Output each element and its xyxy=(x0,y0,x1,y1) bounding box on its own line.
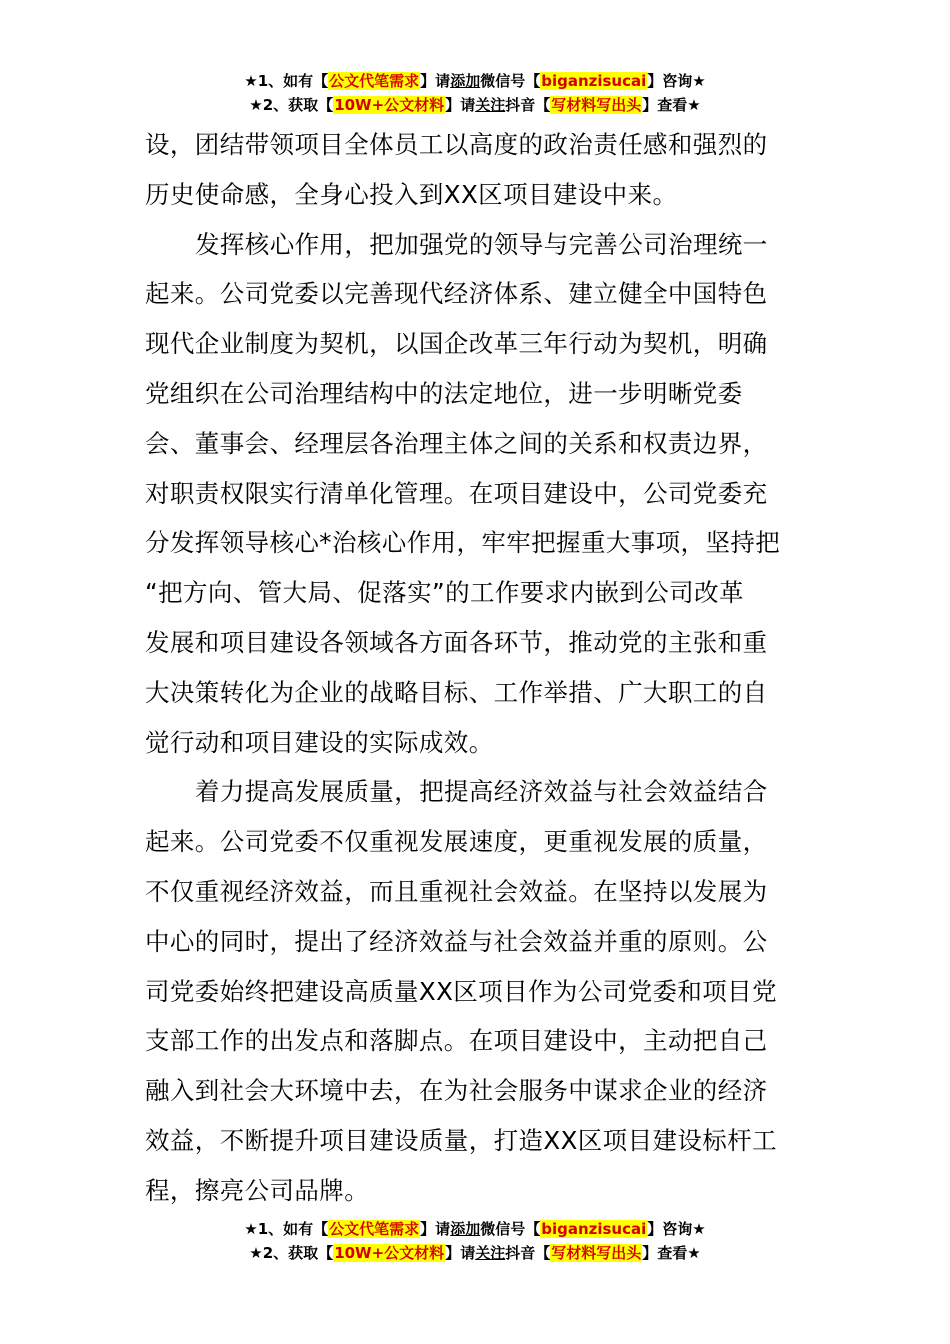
text-line: 分发挥领导核心*治核心作用，牢牢把握重大事项，坚持把 xyxy=(145,528,781,558)
banner-text: 】请 xyxy=(420,1220,451,1238)
banner-text: ★1、如有【 xyxy=(244,72,329,90)
banner-text: ★1、如有【 xyxy=(244,1220,329,1238)
text-line: 设，团结带领项目全体员工以高度的政治责任感和强烈的 xyxy=(145,130,768,159)
text-line: “把方向、管大局、促落实”的工作要求内嵌到公司改革 xyxy=(145,578,744,608)
header-banner-line-1 xyxy=(0,70,950,94)
emphasis-add: 添加 xyxy=(450,72,481,90)
paragraph xyxy=(145,767,807,1215)
text-line: 不仅重视经济效益，而且重视社会效益。在坚持以发展为 xyxy=(145,876,768,906)
banner-text: 微信号【 xyxy=(480,1220,541,1238)
highlight-douyin-account: 写材料写出头 xyxy=(551,96,642,114)
emphasis-follow: 关注 xyxy=(475,1244,506,1262)
text-line: 发展和项目建设各领域各方面各环节，推动党的主张和重 xyxy=(145,627,768,657)
header-banner xyxy=(0,70,950,118)
text-line: 着力提高发展质量，把提高经济效益与社会效益结合 xyxy=(195,777,768,807)
banner-text: 】咨询★ xyxy=(647,72,706,90)
highlight-wechat-id: biganzisucai xyxy=(541,72,647,90)
highlight-wechat-id: biganzisucai xyxy=(541,1220,647,1238)
text-line: 对职责权限实行清单化管理。在项目建设中，公司党委充 xyxy=(145,478,768,508)
highlight-ghostwriting: 公文代笔需求 xyxy=(329,1220,420,1238)
highlight-materials: 10W+公文材料 xyxy=(334,96,445,114)
highlight-materials: 10W+公文材料 xyxy=(334,1244,445,1262)
text-line: 起来。公司党委不仅重视发展速度，更重视发展的质量， xyxy=(145,827,768,857)
emphasis-follow: 关注 xyxy=(475,96,506,114)
header-banner-line-2 xyxy=(0,94,950,118)
text-line: 发挥核心作用，把加强党的领导与完善公司治理统一 xyxy=(195,229,768,259)
text-line: 现代企业制度为契机，以国企改革三年行动为契机，明确 xyxy=(145,329,768,359)
highlight-douyin-account: 写材料写出头 xyxy=(551,1244,642,1262)
banner-text: 】请 xyxy=(445,96,476,114)
emphasis-add: 添加 xyxy=(450,1220,481,1238)
document-body xyxy=(145,120,807,1216)
banner-text: 抖音【 xyxy=(505,1244,551,1262)
text-line: 党组织在公司治理结构中的法定地位，进一步明晰党委 xyxy=(145,378,743,408)
text-line: 支部工作的出发点和落脚点。在项目建设中，主动把自己 xyxy=(145,1026,768,1056)
text-line: 会、董事会、经理层各治理主体之间的关系和权责边界， xyxy=(145,428,768,458)
text-line: 中心的同时，提出了经济效益与社会效益并重的原则。公 xyxy=(145,926,768,956)
banner-text: 抖音【 xyxy=(505,96,551,114)
text-line: 司党委始终把建设高质量XX区项目作为公司党委和项目党 xyxy=(145,976,777,1006)
footer-banner-line-2 xyxy=(0,1242,950,1266)
banner-text: 】咨询★ xyxy=(647,1220,706,1238)
footer-banner-line-1 xyxy=(0,1218,950,1242)
banner-text: ★2、获取【 xyxy=(249,1244,334,1262)
banner-text: 】请 xyxy=(445,1244,476,1262)
text-line: 融入到社会大环境中去，在为社会服务中谋求企业的经济 xyxy=(145,1076,768,1106)
banner-text: ★2、获取【 xyxy=(249,96,334,114)
paragraph xyxy=(145,220,807,768)
footer-banner xyxy=(0,1218,950,1266)
banner-text: 】请 xyxy=(420,72,451,90)
text-line: 起来。公司党委以完善现代经济体系、建立健全中国特色 xyxy=(145,279,768,309)
text-line: 效益，不断提升项目建设质量，打造XX区项目建设标杆工 xyxy=(145,1125,777,1155)
banner-text: 】查看★ xyxy=(642,1244,701,1262)
highlight-ghostwriting: 公文代笔需求 xyxy=(329,72,420,90)
text-line: 历史使命感，全身心投入到XX区项目建设中来。 xyxy=(145,179,678,209)
banner-text: 】查看★ xyxy=(642,96,701,114)
paragraph xyxy=(145,120,807,220)
banner-text: 微信号【 xyxy=(480,72,541,90)
text-line: 大决策转化为企业的战略目标、工作举措、广大职工的自 xyxy=(145,677,768,707)
text-line: 程，擦亮公司品牌。 xyxy=(145,1175,370,1205)
text-line: 觉行动和项目建设的实际成效。 xyxy=(145,727,494,757)
